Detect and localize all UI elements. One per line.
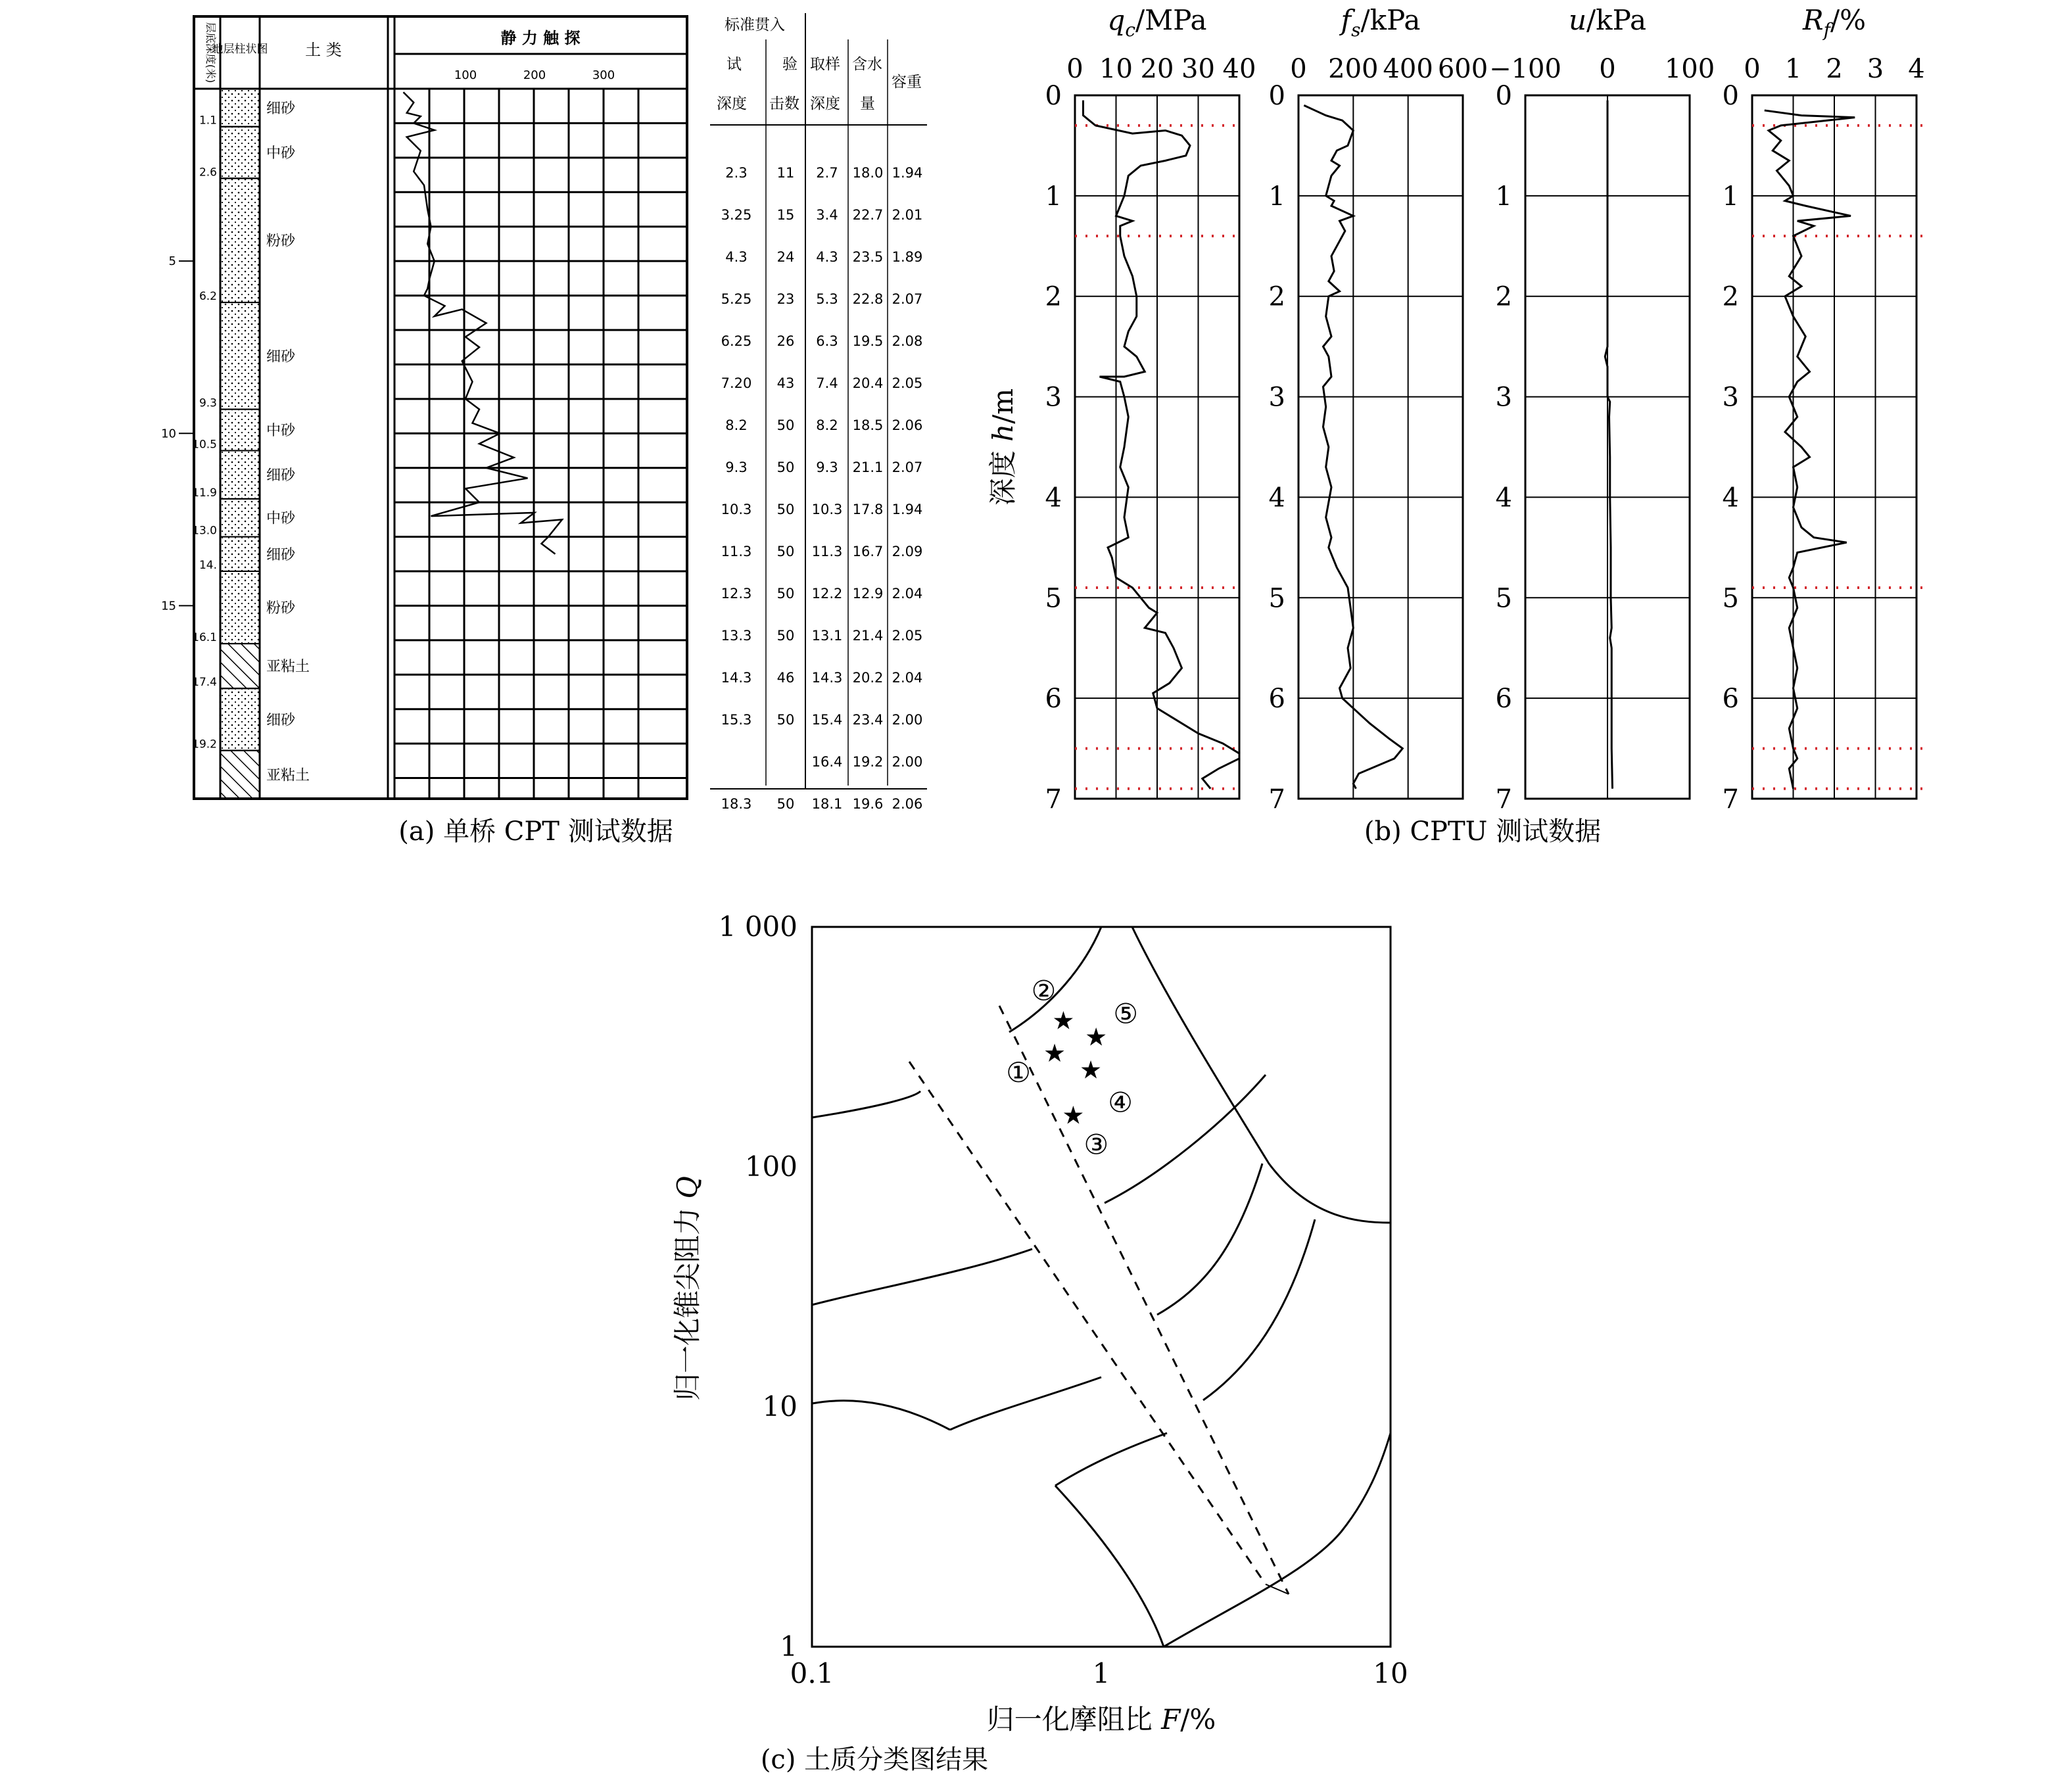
table-cell-12-0: 14.3 (721, 670, 752, 686)
y-axis-label: 归一化锥尖阻力 Q (671, 1176, 703, 1401)
table-cell-0-3: 18.0 (852, 165, 884, 181)
table-cell-2-1: 24 (776, 249, 795, 265)
y-axis-label: 深度 h/m (987, 388, 1019, 506)
header-depth: 层底深度(米) (204, 22, 217, 83)
y-tick-6: 6 (1495, 684, 1512, 715)
table-cell-2-2: 4.3 (816, 249, 838, 265)
layer-name-8: 粉砂 (266, 600, 296, 617)
y-tick-3: 3 (1495, 382, 1512, 413)
depth-tick-15: 15 (161, 599, 176, 613)
axis-title: $R_f/\%$ (1802, 4, 1867, 41)
header-cpt: 静 力 触 探 (500, 29, 581, 47)
table-cell-2-0: 4.3 (725, 249, 748, 265)
table-cell-7-1: 50 (776, 460, 795, 475)
y-tick-1: 1 (1045, 181, 1062, 212)
cpt-tick-100: 100 (454, 68, 477, 82)
table-cell-2-4: 1.89 (892, 249, 923, 265)
table-cell-5-2: 7.4 (816, 375, 838, 391)
y-tick-4: 4 (1268, 483, 1285, 513)
layer-name-10: 细砂 (266, 712, 296, 729)
layer-name-3: 细砂 (266, 348, 296, 365)
y-tick-0: 0 (1495, 81, 1512, 111)
x-tick-3: 3 (1867, 54, 1884, 84)
point-label-2: ③ (1083, 1128, 1109, 1161)
zone-boundary-0 (812, 1091, 920, 1118)
table-cell-4-0: 6.25 (721, 333, 752, 349)
x-tick-0: 0 (1290, 54, 1307, 84)
y-tick-0: 1 (780, 1630, 797, 1662)
table-cell-8-3: 17.8 (852, 502, 884, 517)
x-tick-2: 400 (1383, 54, 1433, 84)
y-tick-5: 5 (1722, 583, 1739, 614)
table-cell-5-4: 2.05 (892, 375, 923, 391)
table-cell-4-4: 2.08 (892, 333, 923, 349)
layer-name-2: 粉砂 (266, 233, 296, 250)
zone-boundary-10 (1203, 1219, 1315, 1400)
layer-fill-0 (220, 89, 260, 127)
table-cell-9-2: 11.3 (811, 544, 843, 559)
spt-test2: 验 (782, 56, 797, 73)
zone-boundary-3 (950, 1377, 1101, 1430)
table-cell-10-2: 12.2 (811, 586, 843, 601)
zone-boundary-2 (812, 1401, 950, 1430)
water-label: 含水 (852, 56, 882, 73)
zone-boundary-9 (1157, 1164, 1262, 1315)
table-cell-4-1: 26 (776, 333, 795, 349)
panel-b-cptu-profiles (987, 4, 1925, 814)
table-cell-13-3: 23.4 (852, 712, 884, 728)
layer-bottom-10: 19.2 (192, 738, 217, 751)
y-tick-2: 2 (1045, 281, 1062, 312)
zone-boundary-7 (1132, 927, 1391, 1223)
x-tick-1: 1 (1092, 1657, 1110, 1689)
table-cell-6-2: 8.2 (816, 417, 838, 433)
table-cell-13-0: 15.3 (721, 712, 752, 728)
y-tick-6: 6 (1045, 684, 1062, 715)
table-cell-15-0: 18.3 (721, 796, 752, 812)
y-tick-7: 7 (1495, 784, 1512, 814)
caption-c: (c) 土质分类图结果 (760, 1745, 989, 1775)
layer-fill-10 (220, 688, 260, 750)
table-cell-1-1: 15 (776, 207, 795, 223)
layer-name-0: 细砂 (266, 100, 296, 117)
table-cell-3-4: 2.07 (892, 291, 923, 307)
table-cell-11-0: 13.3 (721, 628, 752, 644)
point-label-3: ④ (1108, 1086, 1133, 1119)
cptu-b-fs (1269, 4, 1488, 814)
table-cell-13-1: 50 (776, 712, 795, 728)
table-cell-11-1: 50 (776, 628, 795, 644)
table-cell-3-3: 22.8 (852, 291, 884, 307)
spt-test: 试 (726, 56, 742, 73)
table-cell-5-0: 7.20 (721, 375, 752, 391)
table-cell-15-4: 2.06 (892, 796, 923, 812)
layer-name-6: 中砂 (266, 510, 296, 527)
layer-fill-11 (220, 751, 260, 799)
plot-frame (1298, 95, 1463, 799)
zone-boundary-4 (1055, 1433, 1167, 1486)
y-tick-1: 1 (1268, 181, 1285, 212)
table-cell-6-4: 2.06 (892, 417, 923, 433)
x-tick-0: 0 (1066, 54, 1083, 84)
x-tick-1: 0 (1599, 54, 1616, 84)
y-tick-4: 4 (1495, 483, 1512, 513)
depth-tick-5: 5 (168, 254, 176, 269)
table-cell-1-0: 3.25 (721, 207, 752, 223)
layer-bottom-2: 6.2 (199, 290, 217, 304)
y-tick-2: 2 (1722, 281, 1739, 312)
x-tick-4: 40 (1222, 54, 1256, 84)
layer-bottom-9: 17.4 (192, 676, 217, 690)
table-cell-7-4: 2.07 (892, 460, 923, 475)
x-tick-2: 2 (1826, 54, 1843, 84)
layer-fill-8 (220, 571, 260, 644)
table-cell-11-4: 2.05 (892, 628, 923, 644)
table-cell-8-4: 1.94 (892, 502, 923, 517)
y-tick-2: 2 (1268, 281, 1285, 312)
layer-fill-1 (220, 127, 260, 179)
table-cell-14-3: 19.2 (852, 754, 884, 770)
table-cell-14-4: 2.00 (892, 754, 923, 770)
caption-a: (a) 单桥 CPT 测试数据 (398, 816, 673, 847)
y-tick-0: 0 (1045, 81, 1062, 111)
layer-fill-6 (220, 499, 260, 537)
layer-bottom-7: 14. (199, 558, 217, 572)
point-star-2: ★ (1062, 1100, 1085, 1130)
sample-label: 取样 (810, 56, 840, 73)
layer-name-11: 亚粘土 (266, 767, 310, 784)
table-cell-3-1: 23 (776, 291, 795, 307)
y-tick-6: 6 (1268, 684, 1285, 715)
y-tick-3: 3 (1722, 382, 1739, 413)
table-cell-13-4: 2.00 (892, 712, 923, 728)
table-cell-12-3: 20.2 (852, 670, 884, 686)
layer-name-7: 细砂 (266, 546, 296, 563)
table-cell-12-2: 14.3 (811, 670, 843, 686)
table-cell-9-1: 50 (776, 544, 795, 559)
y-tick-4: 4 (1722, 483, 1739, 513)
y-tick-5: 5 (1268, 583, 1285, 614)
table-cell-10-4: 2.04 (892, 586, 923, 601)
header-column: 地层柱状图 (212, 43, 268, 56)
table-cell-10-1: 50 (776, 586, 795, 601)
axis-title: $f_s$/kPa (1341, 4, 1421, 41)
layer-name-5: 细砂 (266, 467, 296, 484)
y-tick-5: 5 (1495, 583, 1512, 614)
point-star-1: ★ (1052, 1006, 1075, 1035)
cpt-trace (404, 92, 563, 554)
table-cell-5-3: 20.4 (852, 375, 884, 391)
table-cell-0-4: 1.94 (892, 165, 923, 181)
table-cell-0-2: 2.7 (816, 165, 838, 181)
table-cell-1-2: 3.4 (816, 207, 838, 223)
x-tick-4: 4 (1908, 54, 1925, 84)
layer-name-9: 亚粘土 (266, 659, 310, 676)
depth-tick-10: 10 (161, 427, 176, 441)
caption-b: (b) CPTU 测试数据 (1364, 816, 1602, 847)
x-tick-2: 10 (1373, 1657, 1408, 1689)
cpt-tick-200: 200 (523, 68, 546, 82)
y-tick-0: 0 (1268, 81, 1285, 111)
y-tick-2: 2 (1495, 281, 1512, 312)
y-tick-3: 3 (1268, 382, 1285, 413)
table-cell-5-1: 43 (776, 375, 795, 391)
cptu-b-rf (1723, 4, 1925, 814)
table-cell-2-3: 23.5 (852, 249, 884, 265)
y-tick-7: 7 (1045, 784, 1062, 814)
layer-fill-7 (220, 537, 260, 571)
table-cell-7-2: 9.3 (816, 460, 838, 475)
x-tick-2: 100 (1664, 54, 1715, 84)
y-tick-3: 1 000 (718, 910, 797, 943)
y-tick-6: 6 (1722, 684, 1739, 715)
point-star-0: ★ (1043, 1038, 1066, 1068)
water-label2: 量 (860, 95, 875, 112)
table-cell-4-2: 6.3 (816, 333, 838, 349)
x-axis-label: 归一化摩阻比 F/% (986, 1703, 1216, 1735)
layer-name-4: 中砂 (266, 423, 296, 440)
y-tick-1: 10 (762, 1390, 797, 1423)
table-cell-12-4: 2.04 (892, 670, 923, 686)
x-tick-2: 20 (1140, 54, 1174, 84)
x-tick-3: 600 (1437, 54, 1488, 84)
layer-name-1: 中砂 (266, 145, 296, 162)
y-tick-5: 5 (1045, 583, 1062, 614)
layer-bottom-1: 2.6 (199, 166, 217, 179)
point-star-3: ★ (1080, 1055, 1103, 1085)
table-cell-15-3: 19.6 (852, 796, 884, 812)
panel-a-cpt-log (161, 13, 927, 812)
panel-c-soil-classification (671, 910, 1408, 1735)
table-cell-4-3: 19.5 (852, 333, 884, 349)
series-line (1605, 101, 1612, 789)
cptu-b-qc (1045, 4, 1256, 814)
dashed-boundary-2 (999, 1006, 1289, 1594)
point-label-1: ② (1031, 974, 1057, 1007)
table-cell-12-1: 46 (776, 670, 795, 686)
y-tick-7: 7 (1722, 784, 1739, 814)
spt-depth: 深度 (717, 95, 747, 112)
x-tick-1: 1 (1784, 54, 1802, 84)
header-soil: 土 类 (305, 41, 342, 59)
table-cell-0-1: 11 (776, 165, 795, 181)
x-tick-0: 0.1 (790, 1657, 834, 1689)
table-cell-13-2: 15.4 (811, 712, 843, 728)
y-tick-2: 100 (744, 1150, 797, 1183)
series-line (1083, 101, 1240, 789)
y-tick-0: 0 (1722, 81, 1739, 111)
sample-depth: 深度 (810, 95, 840, 112)
y-tick-1: 1 (1495, 181, 1512, 212)
table-cell-1-3: 22.7 (852, 207, 884, 223)
layer-fill-2 (220, 178, 260, 302)
table-cell-9-4: 2.09 (892, 544, 923, 559)
y-tick-1: 1 (1722, 181, 1739, 212)
table-cell-8-0: 10.3 (721, 502, 752, 517)
table-cell-6-1: 50 (776, 417, 795, 433)
y-tick-3: 3 (1045, 382, 1062, 413)
table-cell-3-2: 5.3 (816, 291, 838, 307)
cpt-tick-300: 300 (592, 68, 615, 82)
x-tick-1: 200 (1328, 54, 1379, 84)
axis-title: u/kPa (1568, 4, 1647, 36)
table-cell-0-0: 2.3 (725, 165, 748, 181)
table-cell-14-2: 16.4 (811, 754, 843, 770)
table-cell-15-1: 50 (776, 796, 795, 812)
table-cell-15-2: 18.1 (811, 796, 843, 812)
table-cell-11-3: 21.4 (852, 628, 884, 644)
table-cell-7-0: 9.3 (725, 460, 748, 475)
zone-boundary-11 (1164, 1433, 1391, 1647)
table-cell-10-3: 12.9 (852, 586, 884, 601)
table-cell-1-4: 2.01 (892, 207, 923, 223)
table-cell-10-0: 12.3 (721, 586, 752, 601)
layer-fill-3 (220, 302, 260, 410)
zone-boundary-5 (1055, 1486, 1164, 1647)
x-tick-1: 10 (1099, 54, 1133, 84)
point-label-0: ① (1006, 1056, 1031, 1089)
series-line (1765, 110, 1855, 789)
y-tick-4: 4 (1045, 483, 1062, 513)
table-cell-8-2: 10.3 (811, 502, 843, 517)
point-label-4: ⑤ (1113, 997, 1139, 1030)
layer-bottom-8: 16.1 (192, 631, 217, 645)
zone-boundary-1 (812, 1249, 1032, 1305)
cptu-b-u (1489, 4, 1715, 814)
layer-bottom-0: 1.1 (199, 114, 217, 128)
layer-bottom-5: 11.9 (192, 486, 217, 500)
spt-blows: 击数 (769, 95, 799, 112)
layer-bottom-6: 13.0 (192, 524, 217, 538)
table-cell-7-3: 21.1 (852, 460, 884, 475)
spt-title: 标准贯入 (725, 16, 785, 34)
x-tick-3: 30 (1181, 54, 1215, 84)
layer-bottom-4: 10.5 (192, 438, 217, 452)
layer-fill-4 (220, 410, 260, 451)
point-star-4: ★ (1085, 1022, 1108, 1052)
table-cell-6-0: 8.2 (725, 417, 748, 433)
table-cell-3-0: 5.25 (721, 291, 752, 307)
table-cell-11-2: 13.1 (811, 628, 843, 644)
x-tick-0: 0 (1744, 54, 1761, 84)
table-cell-8-1: 50 (776, 502, 795, 517)
table-cell-9-3: 16.7 (852, 544, 884, 559)
log-frame (194, 16, 687, 799)
layer-bottom-3: 9.3 (199, 396, 217, 410)
density-label: 容重 (892, 74, 922, 91)
table-cell-6-3: 18.5 (852, 417, 884, 433)
table-cell-9-0: 11.3 (721, 544, 752, 559)
layer-fill-5 (220, 450, 260, 498)
axis-title: $q_c$/MPa (1107, 4, 1207, 41)
y-tick-7: 7 (1268, 784, 1285, 814)
layer-fill-9 (220, 644, 260, 688)
x-tick-0: −100 (1489, 54, 1561, 84)
